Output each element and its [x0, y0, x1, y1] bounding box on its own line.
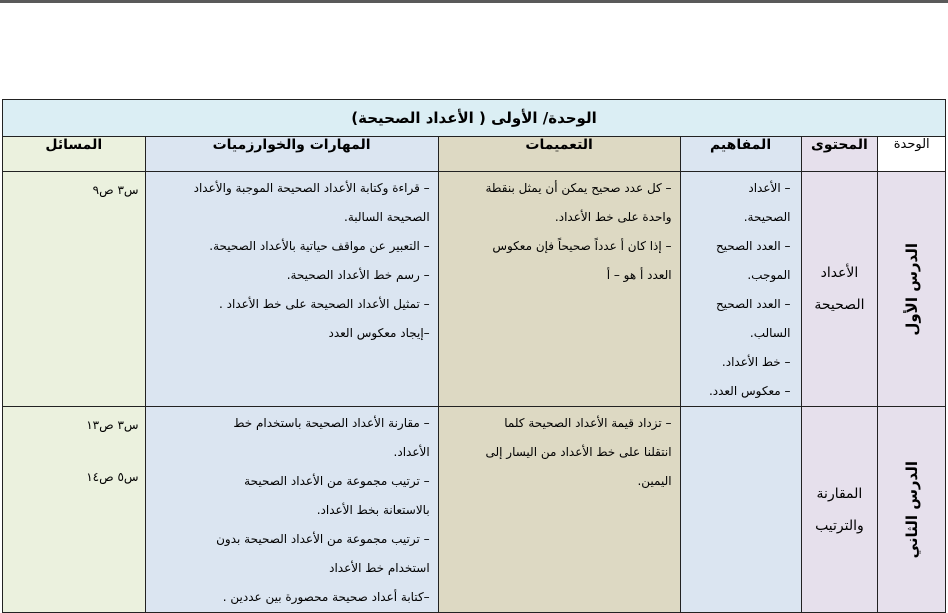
unit-plan-table — [2, 99, 946, 613]
header-content: المحتوى — [801, 137, 878, 172]
content-cell — [801, 172, 878, 407]
concept-line: الصحيحة. — [743, 210, 791, 224]
content-line: الصحيحة — [814, 297, 865, 313]
concept-line: السالب. — [749, 326, 791, 340]
concept-line: – خط الأعداد. — [721, 355, 791, 369]
skill-line: – التعبير عن مواقف حياتية بالأعداد الصحيحة. — [209, 239, 430, 253]
concept-line: – العدد الصحيح — [715, 239, 791, 253]
header-concepts: المفاهيم — [680, 137, 801, 172]
header-skills: المهارات والخوارزميات — [145, 137, 438, 172]
skill-line: – مقارنة الأعداد الصحيحة باستخدام خط — [233, 416, 430, 430]
generalizations-cell — [438, 407, 680, 613]
problem-ref: س٥ ص١٤ — [86, 470, 139, 484]
header-unit: الوحدة — [878, 137, 946, 172]
skill-line: الصحيحة السالبة. — [344, 210, 430, 224]
table-row — [3, 407, 946, 613]
problems-cell — [3, 172, 146, 407]
skill-line: استخدام خط الأعداد — [329, 561, 430, 575]
content-line: والترتيب — [815, 517, 864, 534]
content-line: المقارنة — [816, 485, 863, 502]
table-row — [3, 172, 946, 407]
concept-line: – معكوس العدد. — [708, 384, 791, 398]
lesson-cell — [878, 172, 946, 407]
concept-line: – العدد الصحيح — [715, 297, 791, 311]
skill-line: بالاستعانة بخط الأعداد. — [316, 503, 430, 517]
skills-cell — [145, 172, 438, 407]
skill-line: –كتابة أعداد صحيحة محصورة بين عددين . — [222, 590, 430, 604]
header-problems: المسائل — [3, 137, 146, 172]
skill-line: – تمثيل الأعداد الصحيحة على خط الأعداد . — [219, 297, 430, 311]
generalizations-cell — [438, 172, 680, 407]
skill-line: – قراءة وكتابة الأعداد الصحيحة الموجبة والأعداد — [193, 181, 430, 195]
concepts-cell — [680, 172, 801, 407]
generalization-line: – إذا كان أ عدداً صحيحاً فإن معكوس — [492, 239, 672, 253]
problems-cell — [3, 407, 146, 613]
skills-cell — [145, 407, 438, 613]
concepts-cell — [680, 407, 801, 613]
content-line: الأعداد — [820, 265, 859, 281]
generalization-line: – تزداد قيمة الأعداد الصحيحة كلما — [504, 416, 672, 430]
generalization-line: واحدة على خط الأعداد. — [554, 210, 672, 224]
lesson-cell — [878, 407, 946, 613]
problem-ref: س٣ ص٩ — [92, 183, 139, 197]
skill-line: الأعداد. — [393, 445, 430, 459]
generalization-line: انتقلنا على خط الأعداد من اليسار إلى — [485, 445, 672, 459]
generalization-line: – كل عدد صحيح يمكن أن يمثل بنقطة — [485, 181, 672, 195]
skill-line: –إيجاد معكوس العدد — [328, 326, 430, 340]
generalization-line: العدد أ هو – أ — [606, 268, 672, 282]
generalization-line: اليمين. — [637, 474, 672, 488]
content-cell — [801, 407, 878, 613]
header-generalizations: التعميمات — [438, 137, 680, 172]
skill-line: – ترتيب مجموعة من الأعداد الصحيحة — [244, 474, 430, 488]
concept-line: – الأعداد — [748, 181, 791, 195]
unit-title: الوحدة/ الأولى ( الأعداد الصحيحة) — [3, 100, 946, 137]
top-border-line — [0, 0, 948, 3]
lesson-label: الدرس الأول — [902, 242, 921, 336]
lesson-label: الدرس الثاني — [902, 460, 921, 559]
problem-ref: س٣ ص١٣ — [86, 418, 139, 432]
skill-line: – ترتيب مجموعة من الأعداد الصحيحة بدون — [216, 532, 430, 546]
concept-line: الموجب. — [747, 268, 791, 282]
skill-line: – رسم خط الأعداد الصحيحة. — [286, 268, 430, 282]
